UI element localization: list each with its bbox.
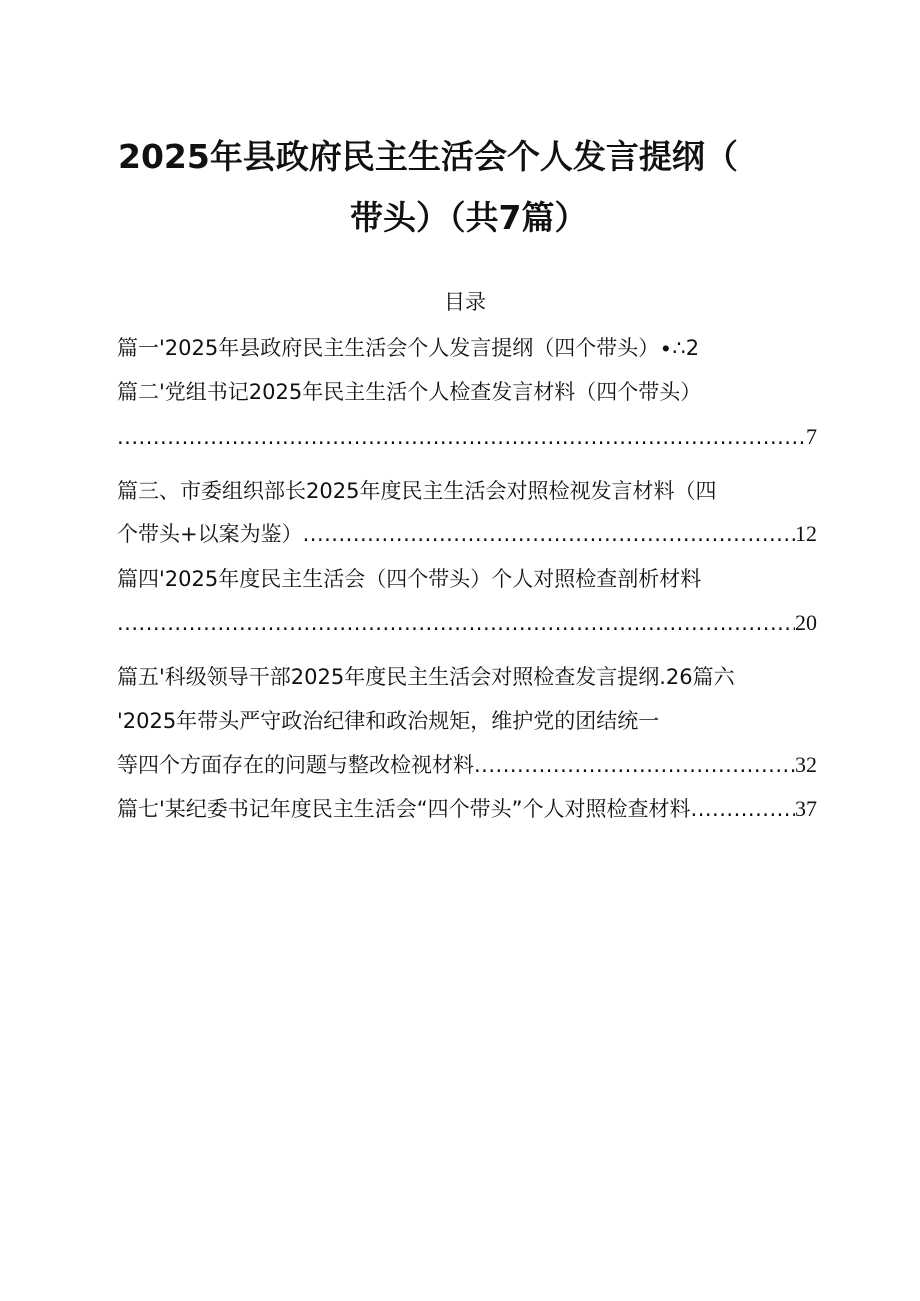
toc-entry-4-page: 20 <box>795 610 817 635</box>
toc-entry-3[interactable] <box>117 477 817 505</box>
toc-entry-2-page: 7 <box>806 424 817 449</box>
dot-leader <box>691 795 795 823</box>
toc-entry-2[interactable] <box>117 378 817 406</box>
toc-entry-2-title: 篇二'党组书记2025年民主生活个人检查发言材料（四个带头） <box>117 380 702 404</box>
dot-leader <box>117 609 795 637</box>
toc-entry-1[interactable] <box>117 334 817 362</box>
toc-entry-3-title-line-2: 个带头+以案为鉴） <box>117 522 303 546</box>
document-title-line-2: 带头）（共7篇） <box>350 198 588 237</box>
toc-entry-5-title-line-1: 篇五'科级领导干部2025年度民主生活会对照检查发言提纲.26篇六 <box>117 665 735 689</box>
toc-entry-6-page: 32 <box>795 752 817 777</box>
toc-entry-4-leader-line <box>117 609 817 637</box>
toc-entry-6-title-line-1: '2025年带头严守政治纪律和政治规矩，维护党的团结统一 <box>117 709 660 733</box>
toc-entry-1-text: 篇一'2025年县政府民主生活会个人发言提纲（四个带头）∙∴2 <box>117 336 700 360</box>
toc-entry-3-page: 12 <box>795 521 817 546</box>
toc-entry-2-leader-line <box>117 423 817 451</box>
toc-entry-7[interactable] <box>117 795 817 823</box>
toc-entry-7-page: 37 <box>795 796 817 821</box>
toc-entry-3-title-line-1: 篇三、市委组织部长2025年度民主生活会对照检视发言材料（四 <box>117 479 717 503</box>
toc-entry-6-title-line-2: 等四个方面存在的问题与整改检视材料 <box>117 753 474 777</box>
toc-entry-6-leader-line <box>117 751 817 779</box>
dot-leader <box>117 423 806 451</box>
toc-entry-6[interactable] <box>117 707 817 735</box>
toc-entry-4[interactable] <box>117 565 817 593</box>
toc-entry-7-title: 篇七'某纪委书记年度民主生活会“四个带头”个人对照检查材料 <box>117 797 691 821</box>
dot-leader <box>303 520 795 548</box>
toc-entry-4-title: 篇四'2025年度民主生活会（四个带头）个人对照检查剖析材料 <box>117 567 702 591</box>
toc-entry-3-leader-line <box>117 520 817 548</box>
document-title-line-1: 2025年县政府民主生活会个人发言提纲（ <box>118 137 738 176</box>
toc-heading: 目录 <box>444 290 486 314</box>
toc-entry-5[interactable] <box>117 663 817 691</box>
dot-leader <box>474 751 795 779</box>
